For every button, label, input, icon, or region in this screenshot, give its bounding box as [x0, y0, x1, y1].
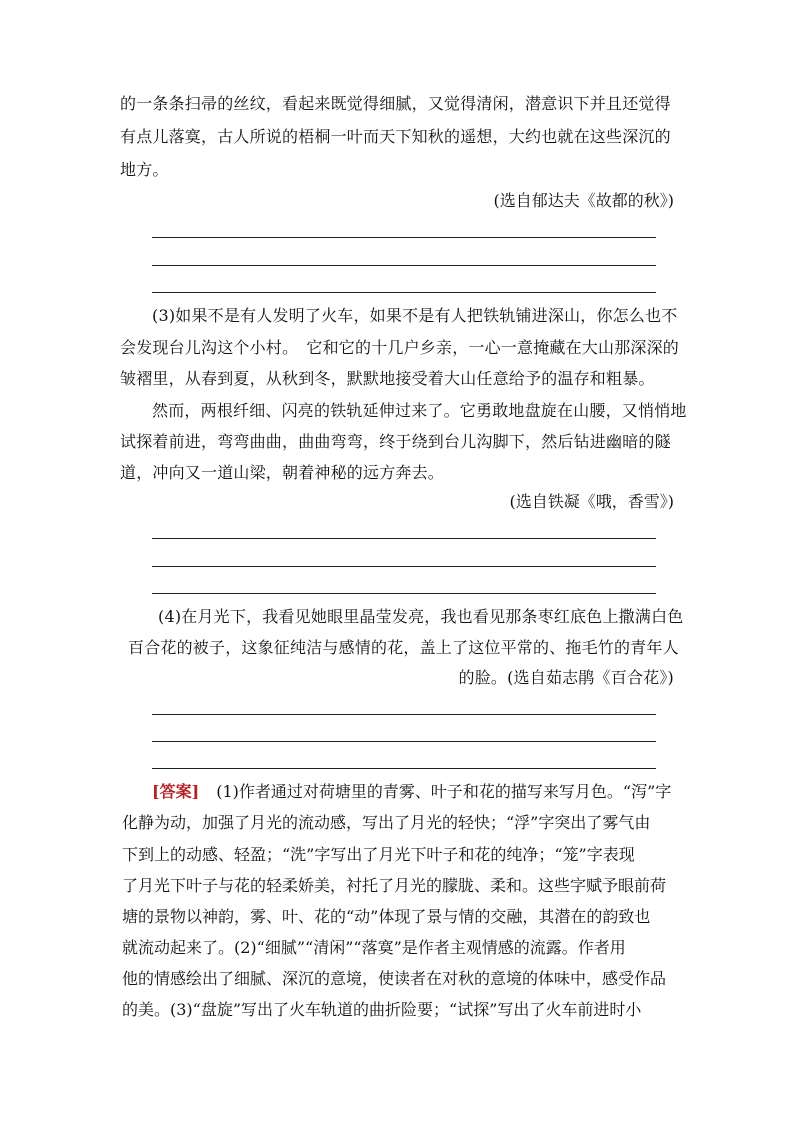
paragraph-line: 皱褶里，从春到夏，从秋到冬，默默地接受着大山任意给予的温存和粗暴。 — [120, 369, 655, 388]
answer-first-line — [152, 782, 671, 802]
source-citation: (选自郁达夫《故都的秋》) — [493, 191, 674, 210]
answer-text: (1)作者通过对荷塘里的青雾、叶子和花的描写来写月色。“泻”字 — [216, 782, 672, 801]
paragraph-line: 有点儿落寞，古人所说的梧桐一叶而天下知秋的遥想，大约也就在这些深沉的 — [120, 127, 671, 146]
paragraph-line: (4)在月光下，我看见她眼里晶莹发亮，我也看见那条枣红底色上撒满白色 — [158, 607, 684, 626]
answer-blank-line — [152, 292, 656, 293]
answer-line: 他的情感绘出了细腻、深沉的意境，使读者在对秋的意境的体味中，感受作品 — [122, 969, 667, 988]
answer-blank-line — [152, 237, 656, 238]
paragraph-line: 然而，两根纤细、闪亮的铁轨延伸过来了。它勇敢地盘旋在山腰，又悄悄地 — [152, 401, 687, 420]
answer-line: 的美。(3)“盘旋”写出了火车轨道的曲折险要；“试探”写出了火车前进时小 — [122, 1000, 642, 1019]
paragraph-line: 试探着前进，弯弯曲曲，曲曲弯弯，终于绕到台儿沟脚下，然后钻进幽暗的隧 — [120, 432, 671, 451]
paragraph-line: 百合花的被子，这象征纯洁与感情的花，盖上了这位平常的、拖毛竹的青年人 — [128, 638, 679, 657]
answer-line: 下到上的动感、轻盈；“洗”字写出了月光下叶子和花的纯净；“笼”字表现 — [122, 845, 635, 864]
answer-blank-line — [152, 768, 656, 769]
answer-line: 了月光下叶子与花的轻柔娇美，衬托了月光的朦胧、柔和。这些字赋予眼前荷 — [122, 876, 667, 895]
paragraph-line: 地方。 — [120, 160, 169, 179]
source-citation: (选自铁凝《哦，香雪》) — [509, 492, 674, 511]
paragraph-line: 的脸。(选自茹志鹃《百合花》) — [458, 668, 674, 687]
answer-blank-line — [152, 714, 656, 715]
answer-blank-line — [152, 593, 656, 594]
answer-blank-line — [152, 538, 656, 539]
answer-blank-line — [152, 741, 656, 742]
paragraph-line: 的一条条扫帚的丝纹，看起来既觉得细腻，又觉得清闲，潜意识下并且还觉得 — [120, 94, 671, 113]
answer-line: 就流动起来了。(2)“细腻”“清闲”“落寞”是作者主观情感的流露。作者用 — [122, 938, 626, 957]
answer-blank-line — [152, 265, 656, 266]
answer-line: 化静为动，加强了月光的流动感，写出了月光的轻快；“浮”字突出了雾气由 — [122, 813, 651, 832]
paragraph-line: (3)如果不是有人发明了火车，如果不是有人把铁轨铺进深山，你怎么也不 — [152, 306, 678, 325]
answer-label: [答案] — [152, 782, 200, 801]
paragraph-line: 道，冲向又一道山梁，朝着神秘的远方奔去。 — [120, 463, 445, 482]
paragraph-line: 会发现台儿沟这个小村。 它和它的十几户乡亲，一心一意掩藏在大山那深深的 — [120, 338, 680, 357]
answer-blank-line — [152, 566, 656, 567]
answer-line: 塘的景物以神韵，雾、叶、花的“动”体现了景与情的交融，其潜在的韵致也 — [122, 907, 651, 926]
